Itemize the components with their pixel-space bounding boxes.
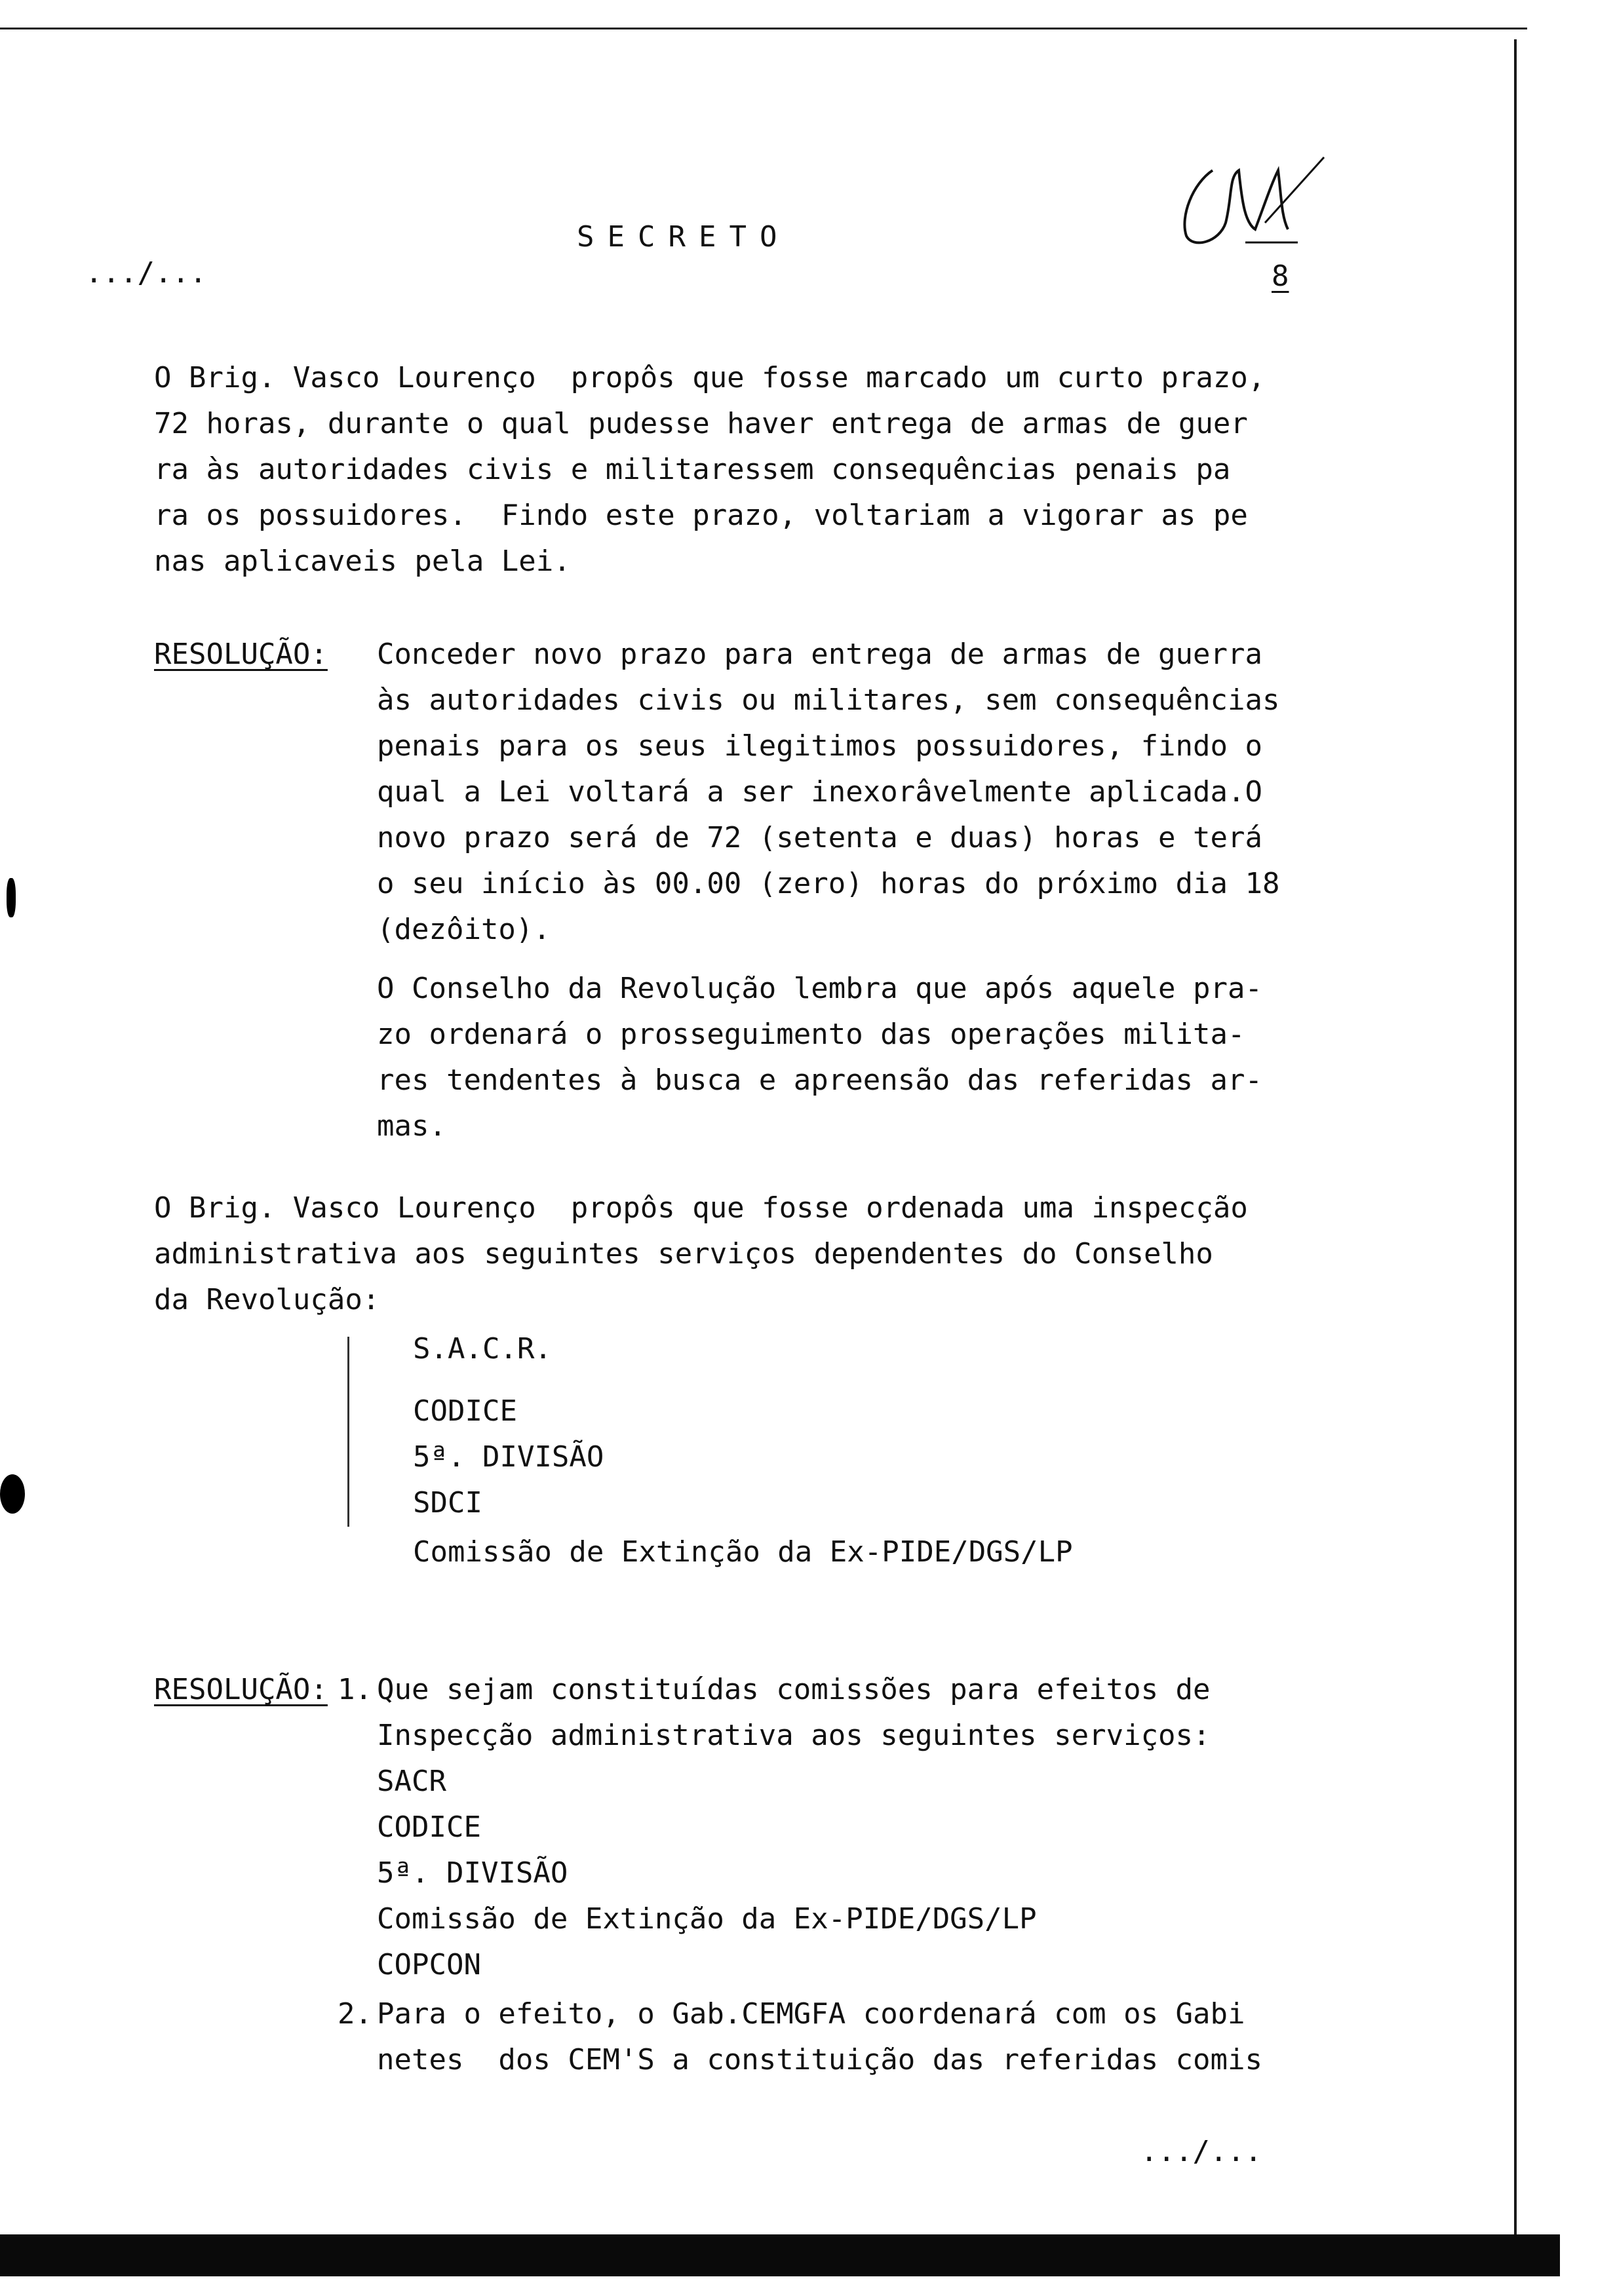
text-line: Que sejam constituídas comissões para efeitos de: [377, 1673, 1211, 1706]
handwritten-signature: [1167, 144, 1337, 262]
page-number: 8: [1272, 259, 1289, 293]
text-line: penais para os seus ilegitimos possuidores, findo o: [377, 729, 1263, 763]
text-line: O Conselho da Revolução lembra que após aquele pra-: [377, 972, 1263, 1005]
item-number: 1.: [338, 1673, 372, 1706]
text-line: qual a Lei voltará a ser inexorâvelmente aplicada.O: [377, 775, 1263, 809]
right-border: [1514, 39, 1517, 2241]
text-line: administrativa aos seguintes serviços dependentes do Conselho: [154, 1237, 1213, 1271]
text-line: Inspecção administrativa aos seguintes serviços:: [377, 1719, 1211, 1752]
top-rule: [0, 28, 1527, 29]
text-line: ra às autoridades civis e militaressem consequências penais pa: [154, 453, 1231, 486]
text-line: nas aplicaveis pela Lei.: [154, 545, 571, 578]
text-line: res tendentes à busca e apreensão das referidas ar-: [377, 1063, 1263, 1097]
continuation-mark-bottom: .../...: [1140, 2135, 1262, 2168]
service-item: CODICE: [377, 1810, 481, 1844]
text-line: (dezôito).: [377, 913, 551, 946]
service-item: Comissão de Extinção da Ex-PIDE/DGS/LP: [413, 1535, 1073, 1569]
text-line: O Brig. Vasco Lourenço propôs que fosse marcado um curto prazo,: [154, 361, 1266, 394]
item-number: 2.: [338, 1997, 372, 2031]
text-line: ra os possuidores. Findo este prazo, voltariam a vigorar as pe: [154, 499, 1248, 532]
resolution-label: RESOLUÇÃO:: [154, 1673, 328, 1706]
punch-hole-mark: [0, 1474, 25, 1514]
service-item: 5ª. DIVISÃO: [413, 1440, 604, 1474]
text-line: Para o efeito, o Gab.CEMGFA coordenará com os Gabi: [377, 1997, 1245, 2031]
service-item: SACR: [377, 1765, 446, 1798]
continuation-mark-top: .../...: [85, 256, 207, 290]
text-line: zo ordenará o prosseguimento das operações milita-: [377, 1018, 1245, 1051]
service-item: 5ª. DIVISÃO: [377, 1856, 568, 1890]
text-line: mas.: [377, 1109, 446, 1143]
margin-bracket: [347, 1337, 349, 1527]
service-item: COPCON: [377, 1948, 481, 1981]
service-item: S.A.C.R.: [413, 1332, 552, 1366]
text-line: novo prazo será de 72 (setenta e duas) horas e terá: [377, 821, 1263, 854]
text-line: netes dos CEM'S a constituição das referidas comis: [377, 2043, 1263, 2076]
text-line: às autoridades civis ou militares, sem consequências: [377, 683, 1280, 717]
service-item: Comissão de Extinção da Ex-PIDE/DGS/LP: [377, 1902, 1037, 1936]
text-line: Conceder novo prazo para entrega de armas de guerra: [377, 638, 1263, 671]
text-line: 72 horas, durante o qual pudesse haver entrega de armas de guer: [154, 407, 1248, 440]
text-line: o seu início às 00.00 (zero) horas do próximo dia 18: [377, 867, 1280, 900]
bottom-scan-bar: [0, 2234, 1560, 2276]
punch-hole-mark: [7, 878, 16, 917]
text-line: O Brig. Vasco Lourenço propôs que fosse ordenada uma inspecção: [154, 1191, 1248, 1225]
service-item: CODICE: [413, 1394, 517, 1428]
classification-heading: SECRETO: [577, 220, 790, 254]
service-item: SDCI: [413, 1486, 482, 1520]
text-line: da Revolução:: [154, 1283, 380, 1316]
resolution-label: RESOLUÇÃO:: [154, 638, 328, 671]
